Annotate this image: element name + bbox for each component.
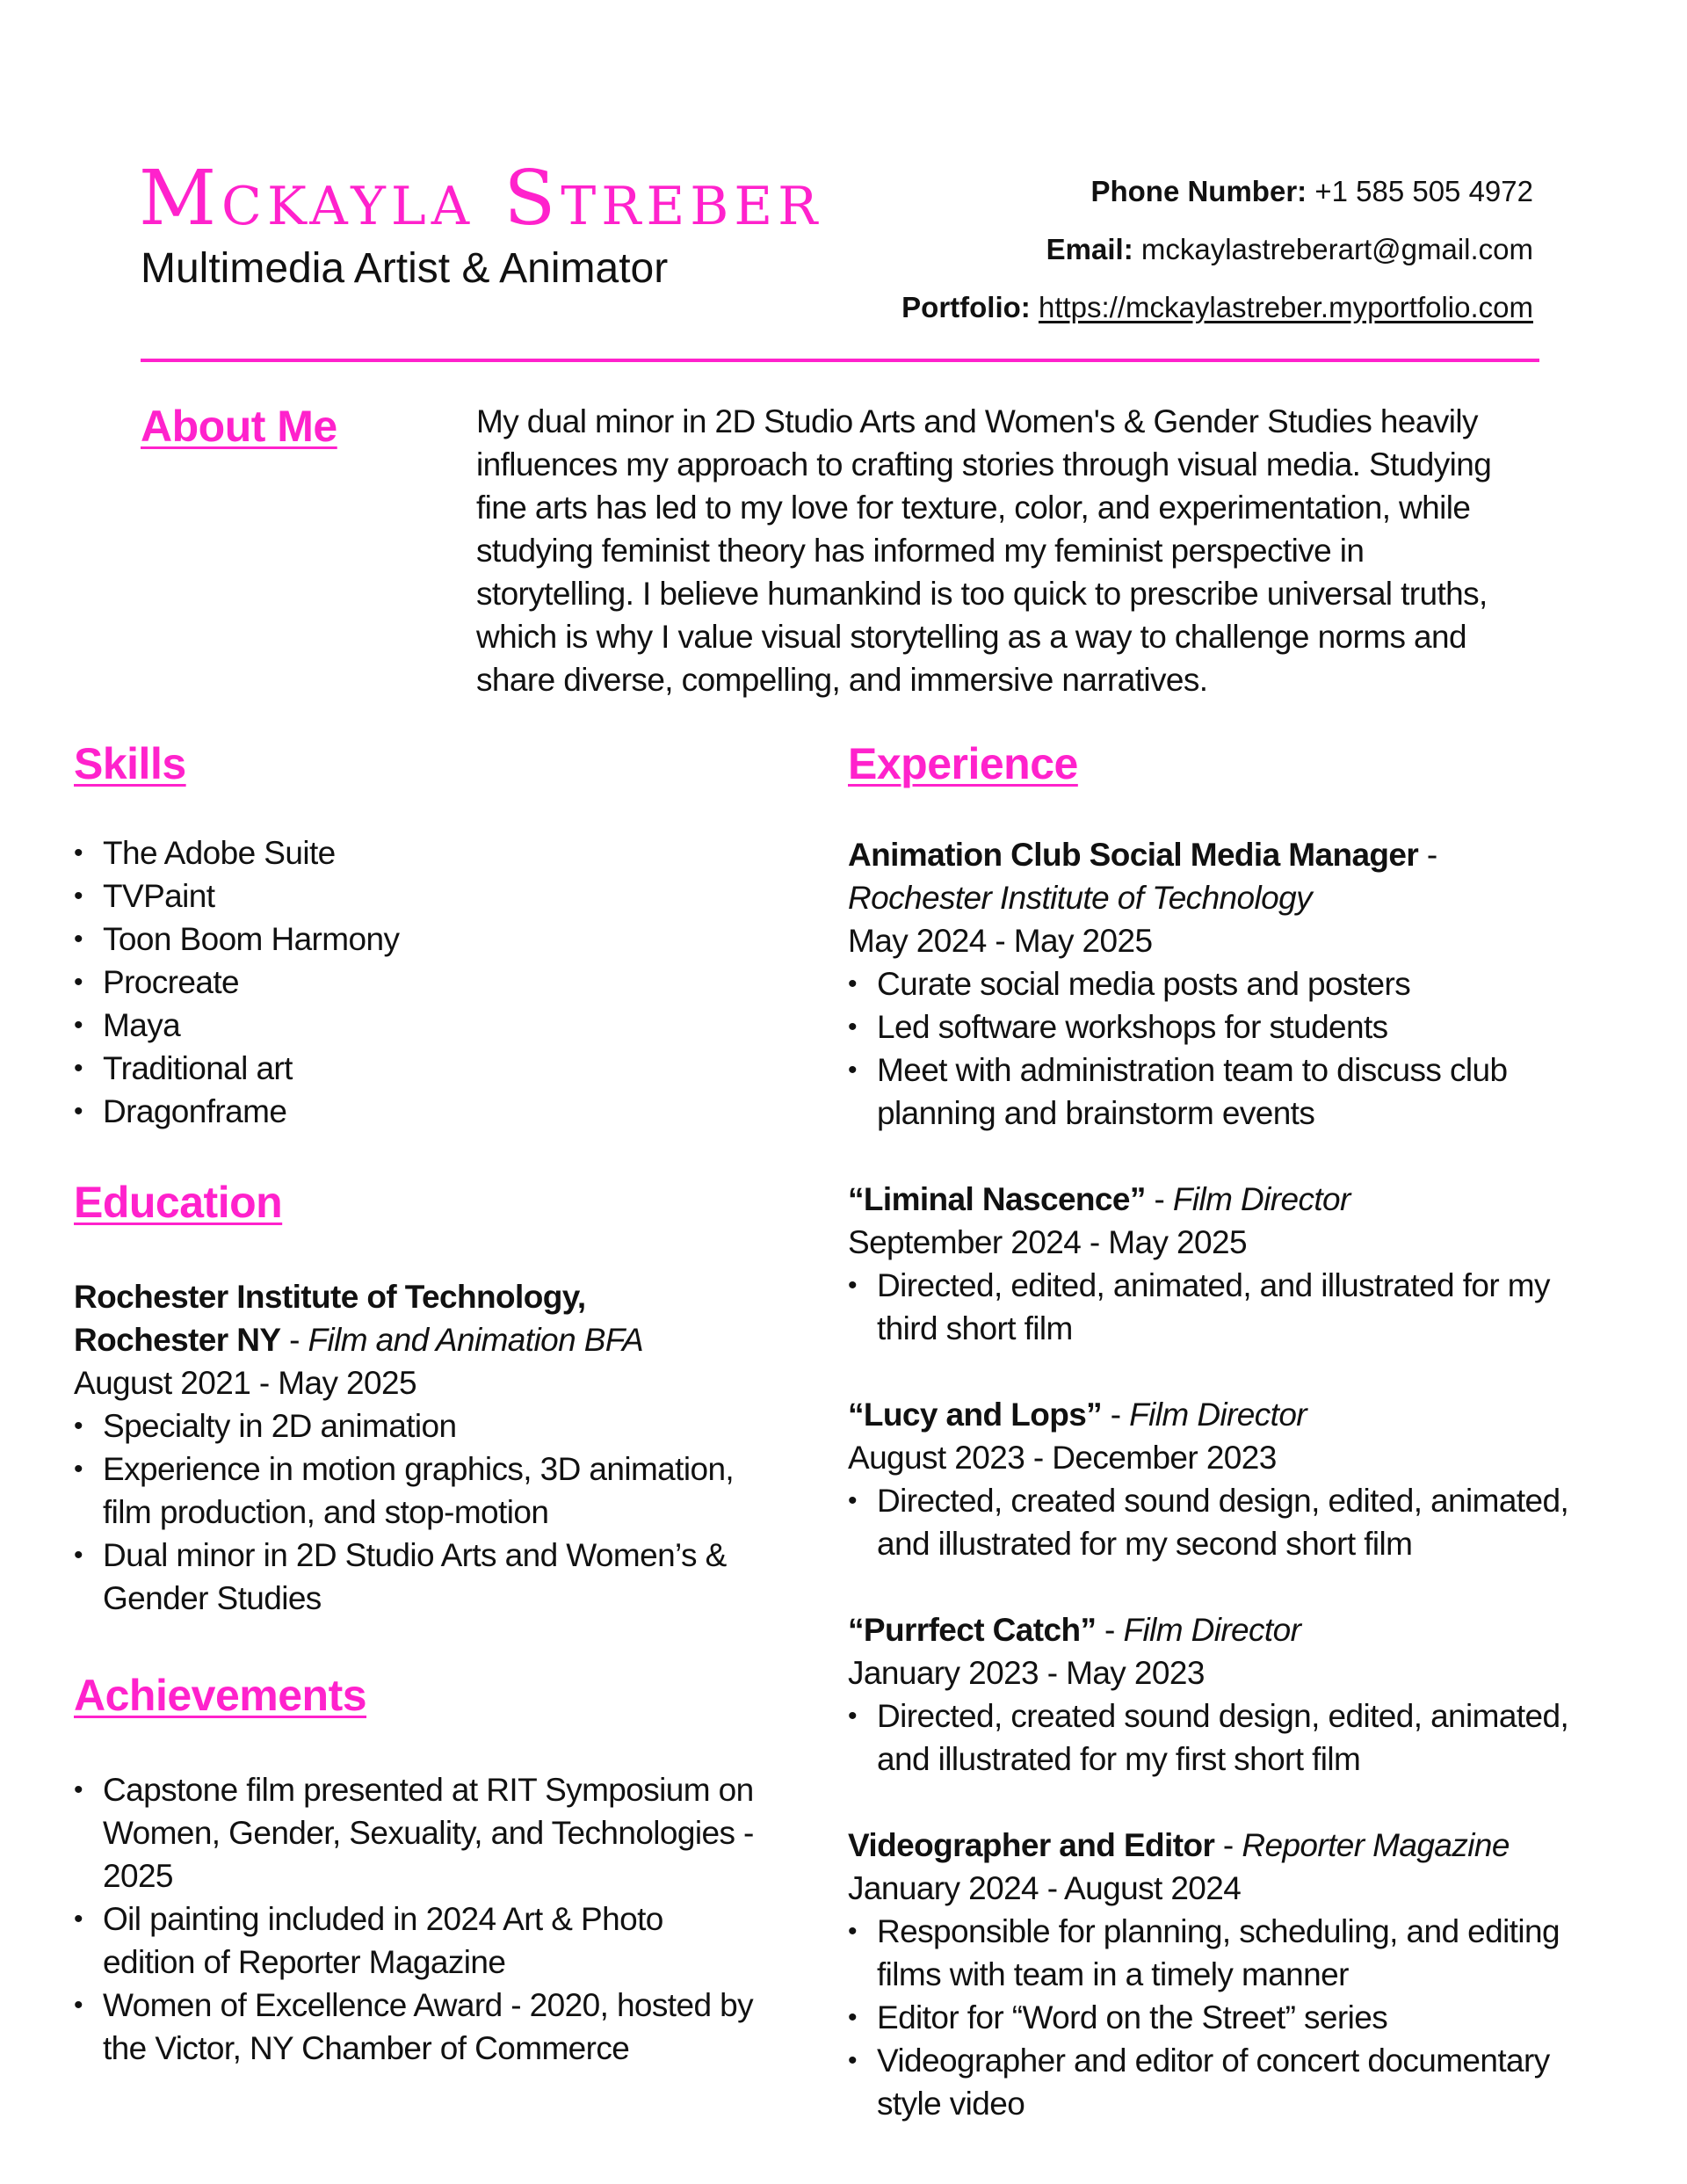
- experience-separator: -: [1418, 837, 1437, 873]
- about-line: which is why I value visual storytelling as a way to challenge norms and: [476, 619, 1466, 655]
- education-bullet-line: • Experience in motion graphics, 3D animation,: [103, 1451, 735, 1487]
- skills-heading: Skills: [74, 739, 186, 788]
- experience-title: “Liminal Nascence”: [848, 1181, 1146, 1217]
- education-dates: August 2021 - May 2025: [74, 1365, 416, 1401]
- header-divider: [141, 359, 1539, 362]
- experience-list: [848, 833, 1621, 2125]
- experience-bullet-line: • Meet with administration team to discuss club: [877, 1052, 1508, 1088]
- achievement-bullet-line: the Victor, NY Chamber of Commerce: [103, 2030, 630, 2066]
- achievement-bullet-line: • Women of Excellence Award - 2020, hosted by: [103, 1987, 753, 2023]
- achievement-bullet-line: • Oil painting included in 2024 Art & Photo: [103, 1901, 663, 1937]
- education-heading: Education: [74, 1178, 283, 1227]
- candidate-name: Mckayla Streber: [139, 155, 823, 243]
- experience-bullets: [848, 962, 1621, 1135]
- experience-bullet-line: • Directed, created sound design, edited, animated,: [877, 1698, 1569, 1734]
- experience-separator: -: [1214, 1827, 1242, 1863]
- portfolio-row: [901, 290, 1533, 325]
- education-bullet-line: • Specialty in 2D animation: [103, 1408, 457, 1444]
- experience-bullet: [848, 1264, 1621, 1350]
- experience-role: Film Director: [1129, 1397, 1307, 1433]
- education-bullet: [74, 1534, 812, 1620]
- experience-separator: -: [1145, 1181, 1173, 1217]
- experience-bullet-line: and illustrated for my first short film: [877, 1741, 1361, 1777]
- experience-section: [848, 738, 1621, 2168]
- experience-title: Videographer and Editor: [848, 1827, 1215, 1863]
- degree-separator: -: [280, 1322, 308, 1358]
- experience-entry: [848, 833, 1621, 1135]
- experience-bullet-line: style video: [877, 2086, 1025, 2122]
- about-line: storytelling. I believe humankind is too quick to prescribe universal truths,: [476, 576, 1488, 612]
- phone-label: Phone Number:: [1090, 175, 1307, 207]
- experience-entry: [848, 1608, 1621, 1781]
- school-name: Rochester Institute of Technology,: [74, 1279, 586, 1315]
- experience-title-line: [848, 1608, 1621, 1651]
- education-bullet: [74, 1404, 812, 1448]
- experience-bullets: [848, 1479, 1621, 1565]
- experience-title-line: [848, 1824, 1621, 1867]
- achievements-bullets: [74, 1768, 812, 2070]
- experience-title-line: [848, 833, 1621, 876]
- experience-bullet: [848, 1048, 1621, 1135]
- email-value: mckaylastreberart@gmail.com: [1140, 233, 1533, 265]
- experience-bullet-line: • Curate social media posts and posters: [877, 966, 1411, 1002]
- experience-org: Rochester Institute of Technology: [848, 880, 1312, 916]
- experience-dates: January 2024 - August 2024: [848, 1870, 1242, 1906]
- experience-title: “Purrfect Catch”: [848, 1612, 1097, 1648]
- experience-title-line: [848, 1393, 1621, 1436]
- email-label: Email:: [1046, 233, 1133, 265]
- experience-bullet-line: third short film: [877, 1310, 1073, 1346]
- skill-item: • Maya: [74, 1004, 812, 1047]
- contact-block: [901, 174, 1533, 325]
- experience-separator: -: [1096, 1612, 1124, 1648]
- experience-bullet-line: • Editor for “Word on the Street” series: [877, 1999, 1388, 2035]
- education-section: [74, 1177, 812, 1620]
- experience-dates: September 2024 - May 2025: [848, 1224, 1247, 1260]
- achievement-bullet-line: edition of Reporter Magazine: [103, 1944, 506, 1980]
- phone-row: [901, 174, 1533, 209]
- experience-dates: August 2023 - December 2023: [848, 1440, 1277, 1476]
- education-bullet-line: film production, and stop-motion: [103, 1494, 549, 1530]
- achievement-bullet: [74, 1897, 812, 1984]
- experience-role: Reporter Magazine: [1242, 1827, 1510, 1863]
- experience-entry: [848, 1178, 1621, 1350]
- education-bullet-line: Gender Studies: [103, 1580, 322, 1616]
- experience-bullets: [848, 1264, 1621, 1350]
- experience-bullet: [848, 1910, 1621, 1996]
- about-heading: About Me: [141, 402, 337, 451]
- achievement-bullet: [74, 1768, 812, 1897]
- email-row: [901, 232, 1533, 267]
- candidate-role: Multimedia Artist & Animator: [141, 245, 669, 292]
- about-text: [476, 400, 1601, 701]
- experience-dates: January 2023 - May 2023: [848, 1655, 1205, 1691]
- achievement-bullet: [74, 1984, 812, 2070]
- experience-title: Animation Club Social Media Manager: [848, 837, 1419, 873]
- experience-heading: Experience: [848, 739, 1078, 788]
- experience-bullet-line: • Directed, created sound design, edited, animated,: [877, 1483, 1569, 1519]
- experience-bullet: [848, 962, 1621, 1005]
- experience-title-line: [848, 1178, 1621, 1221]
- experience-bullet: [848, 1479, 1621, 1565]
- experience-bullet: [848, 2039, 1621, 2125]
- skill-item: • Toon Boom Harmony: [74, 918, 812, 961]
- experience-bullets: [848, 1694, 1621, 1781]
- about-line: share diverse, compelling, and immersive narratives.: [476, 662, 1208, 698]
- achievements-heading: Achievements: [74, 1671, 367, 1720]
- experience-role: Film Director: [1172, 1181, 1350, 1217]
- education-bullet-line: • Dual minor in 2D Studio Arts and Women’s &: [103, 1537, 727, 1573]
- experience-entry: [848, 1824, 1621, 2125]
- experience-bullet: [848, 1005, 1621, 1048]
- experience-entry: [848, 1393, 1621, 1565]
- experience-bullet: [848, 1996, 1621, 2039]
- school-line: [74, 1318, 812, 1361]
- achievements-section: [74, 1670, 812, 2070]
- experience-bullets: [848, 1910, 1621, 2125]
- experience-role: Film Director: [1123, 1612, 1301, 1648]
- skill-item: • The Adobe Suite: [74, 831, 812, 874]
- about-line: influences my approach to crafting stories through visual media. Studying: [476, 446, 1492, 483]
- experience-bullet-line: films with team in a timely manner: [877, 1956, 1349, 1992]
- degree: Film and Animation BFA: [308, 1322, 644, 1358]
- about-line: My dual minor in 2D Studio Arts and Women's & Gender Studies heavily: [476, 403, 1478, 439]
- experience-bullet-line: • Responsible for planning, scheduling, and editing: [877, 1913, 1560, 1949]
- school-city: Rochester NY: [74, 1322, 281, 1358]
- skill-item: • Traditional art: [74, 1047, 812, 1090]
- portfolio-link[interactable]: https://mckaylastreber.myportfolio.com: [1038, 291, 1533, 323]
- skill-item: • Procreate: [74, 961, 812, 1004]
- achievement-bullet-line: • Capstone film presented at RIT Symposium on: [103, 1772, 754, 1808]
- about-line: fine arts has led to my love for texture, color, and experimentation, while: [476, 490, 1471, 526]
- experience-separator: -: [1102, 1397, 1130, 1433]
- skill-item: • TVPaint: [74, 874, 812, 918]
- phone-value: +1 585 505 4972: [1314, 175, 1533, 207]
- experience-dates: May 2024 - May 2025: [848, 923, 1153, 959]
- experience-bullet-line: • Videographer and editor of concert documentary: [877, 2043, 1550, 2079]
- experience-bullet-line: planning and brainstorm events: [877, 1095, 1315, 1131]
- experience-bullet-line: and illustrated for my second short film: [877, 1526, 1413, 1562]
- about-line: studying feminist theory has informed my feminist perspective in: [476, 533, 1365, 569]
- portfolio-label: Portfolio:: [901, 291, 1031, 323]
- experience-bullet-line: • Led software workshops for students: [877, 1009, 1388, 1045]
- skills-list: [74, 831, 812, 1133]
- achievement-bullet-line: Women, Gender, Sexuality, and Technologies -: [103, 1815, 754, 1851]
- education-bullets: [74, 1404, 812, 1620]
- skills-section: [74, 738, 812, 1133]
- achievement-bullet-line: 2025: [103, 1858, 173, 1894]
- skill-item: • Dragonframe: [74, 1090, 812, 1133]
- experience-bullet: [848, 1694, 1621, 1781]
- experience-bullet-line: • Directed, edited, animated, and illustrated for my: [877, 1267, 1550, 1303]
- education-bullet: [74, 1448, 812, 1534]
- experience-title: “Lucy and Lops”: [848, 1397, 1103, 1433]
